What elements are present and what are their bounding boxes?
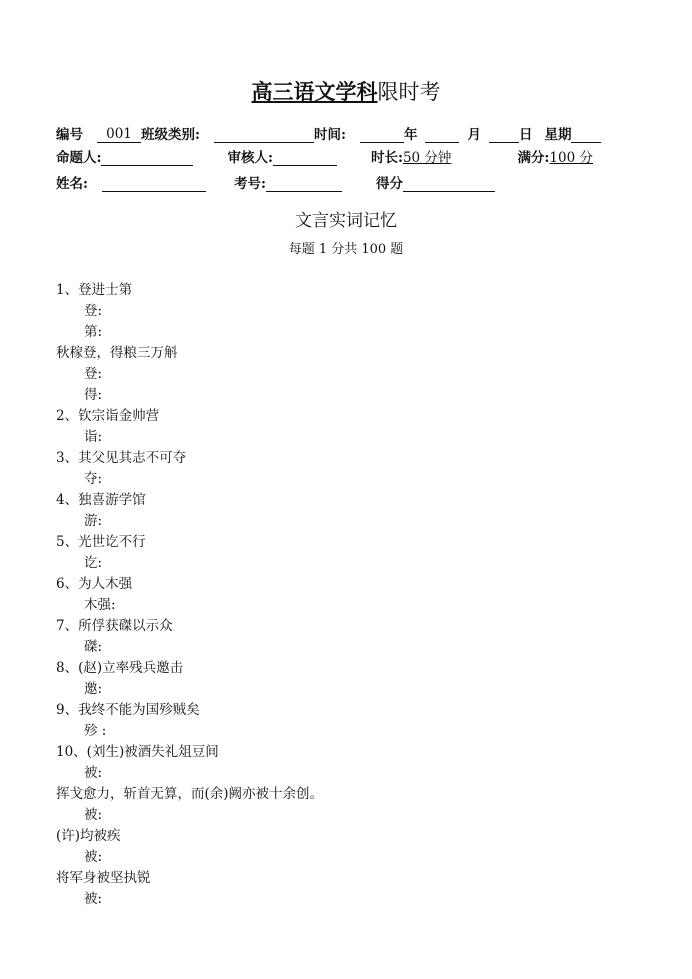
day-label: 日 bbox=[518, 127, 533, 143]
question-line: 5、光世讫不行 bbox=[56, 534, 146, 550]
question-line: 将军身被坚执锐 bbox=[56, 870, 151, 886]
author-blank[interactable] bbox=[101, 149, 193, 166]
question-line: (许)均被疾 bbox=[56, 828, 121, 844]
answer-prompt[interactable]: 被: bbox=[84, 765, 103, 781]
exam-no-label: 考号: bbox=[233, 176, 266, 192]
answer-prompt[interactable]: 第: bbox=[84, 324, 103, 340]
header-row-3 bbox=[56, 172, 495, 192]
week-blank[interactable] bbox=[571, 126, 601, 143]
day-blank[interactable] bbox=[489, 126, 519, 143]
question-line: 挥戈愈力，斩首无算，而(余)阙亦被十余创。 bbox=[56, 786, 324, 802]
question-line: 秋稼登，得粮三万斛 bbox=[56, 345, 178, 361]
duration-value: 50 分钟 bbox=[402, 150, 452, 166]
class-label: 班级类别: bbox=[141, 127, 200, 143]
week-label: 星期 bbox=[544, 127, 572, 143]
exam-title bbox=[0, 76, 692, 106]
answer-prompt[interactable]: 木强: bbox=[84, 597, 116, 613]
duration-label: 时长: bbox=[370, 150, 403, 166]
score-label: 满分: bbox=[517, 150, 550, 166]
question-list bbox=[56, 280, 656, 910]
question-line: 7、所俘获磔以示众 bbox=[56, 618, 173, 634]
score-value: 100 分 bbox=[549, 150, 593, 166]
question-line: 10、(刘生)被酒失礼俎豆间 bbox=[56, 744, 219, 760]
answer-prompt[interactable]: 得: bbox=[84, 387, 103, 403]
answer-prompt[interactable]: 被: bbox=[84, 807, 103, 823]
answer-prompt[interactable]: 殄 : bbox=[84, 723, 107, 739]
grade-label: 得分 bbox=[375, 176, 403, 192]
class-blank[interactable] bbox=[214, 126, 314, 143]
bianhao-value: 001 bbox=[97, 126, 141, 143]
answer-prompt[interactable]: 诣: bbox=[84, 429, 103, 445]
year-label: 年 bbox=[403, 127, 418, 143]
reviewer-blank[interactable] bbox=[273, 149, 337, 166]
answer-prompt[interactable]: 邀: bbox=[84, 681, 103, 697]
header-row-1 bbox=[56, 123, 601, 143]
question-line: 2、钦宗诣金帅营 bbox=[56, 408, 160, 424]
answer-prompt[interactable]: 讫: bbox=[84, 555, 103, 571]
name-label: 姓名: bbox=[56, 176, 88, 192]
title-exam-type: 限时考 bbox=[377, 80, 441, 104]
grade-blank[interactable] bbox=[403, 175, 495, 192]
answer-prompt[interactable]: 夺: bbox=[84, 471, 103, 487]
month-blank[interactable] bbox=[425, 126, 459, 143]
answer-prompt[interactable]: 登: bbox=[84, 303, 103, 319]
answer-prompt[interactable]: 登: bbox=[84, 366, 103, 382]
answer-prompt[interactable]: 游: bbox=[84, 513, 103, 529]
month-label: 月 bbox=[467, 127, 481, 143]
bianhao-label: 编号 bbox=[56, 127, 83, 143]
answer-prompt[interactable]: 磔: bbox=[84, 639, 103, 655]
time-label: 时间: bbox=[313, 127, 346, 143]
answer-prompt[interactable]: 被: bbox=[84, 849, 103, 865]
year-blank[interactable] bbox=[360, 126, 404, 143]
title-subject: 高三语文学科 bbox=[251, 79, 378, 104]
question-line: 3、其父见其志不可夺 bbox=[56, 450, 187, 466]
name-blank[interactable] bbox=[102, 175, 206, 192]
section-title: 文言实词记忆 bbox=[295, 211, 397, 231]
question-line: 6、为人木强 bbox=[56, 576, 133, 592]
question-line: 8、(赵)立率残兵邀击 bbox=[56, 660, 184, 676]
reviewer-label: 审核人: bbox=[227, 150, 273, 166]
question-line: 9、我终不能为国殄贼矣 bbox=[56, 702, 200, 718]
header-row-2 bbox=[56, 146, 593, 166]
exam-no-blank[interactable] bbox=[266, 175, 342, 192]
answer-prompt[interactable]: 被: bbox=[84, 891, 103, 907]
author-label: 命题人: bbox=[56, 150, 102, 166]
question-line: 4、独喜游学馆 bbox=[56, 492, 146, 508]
question-line: 1、登进士第 bbox=[56, 282, 133, 298]
section-subtitle: 每题 1 分共 100 题 bbox=[288, 242, 404, 257]
